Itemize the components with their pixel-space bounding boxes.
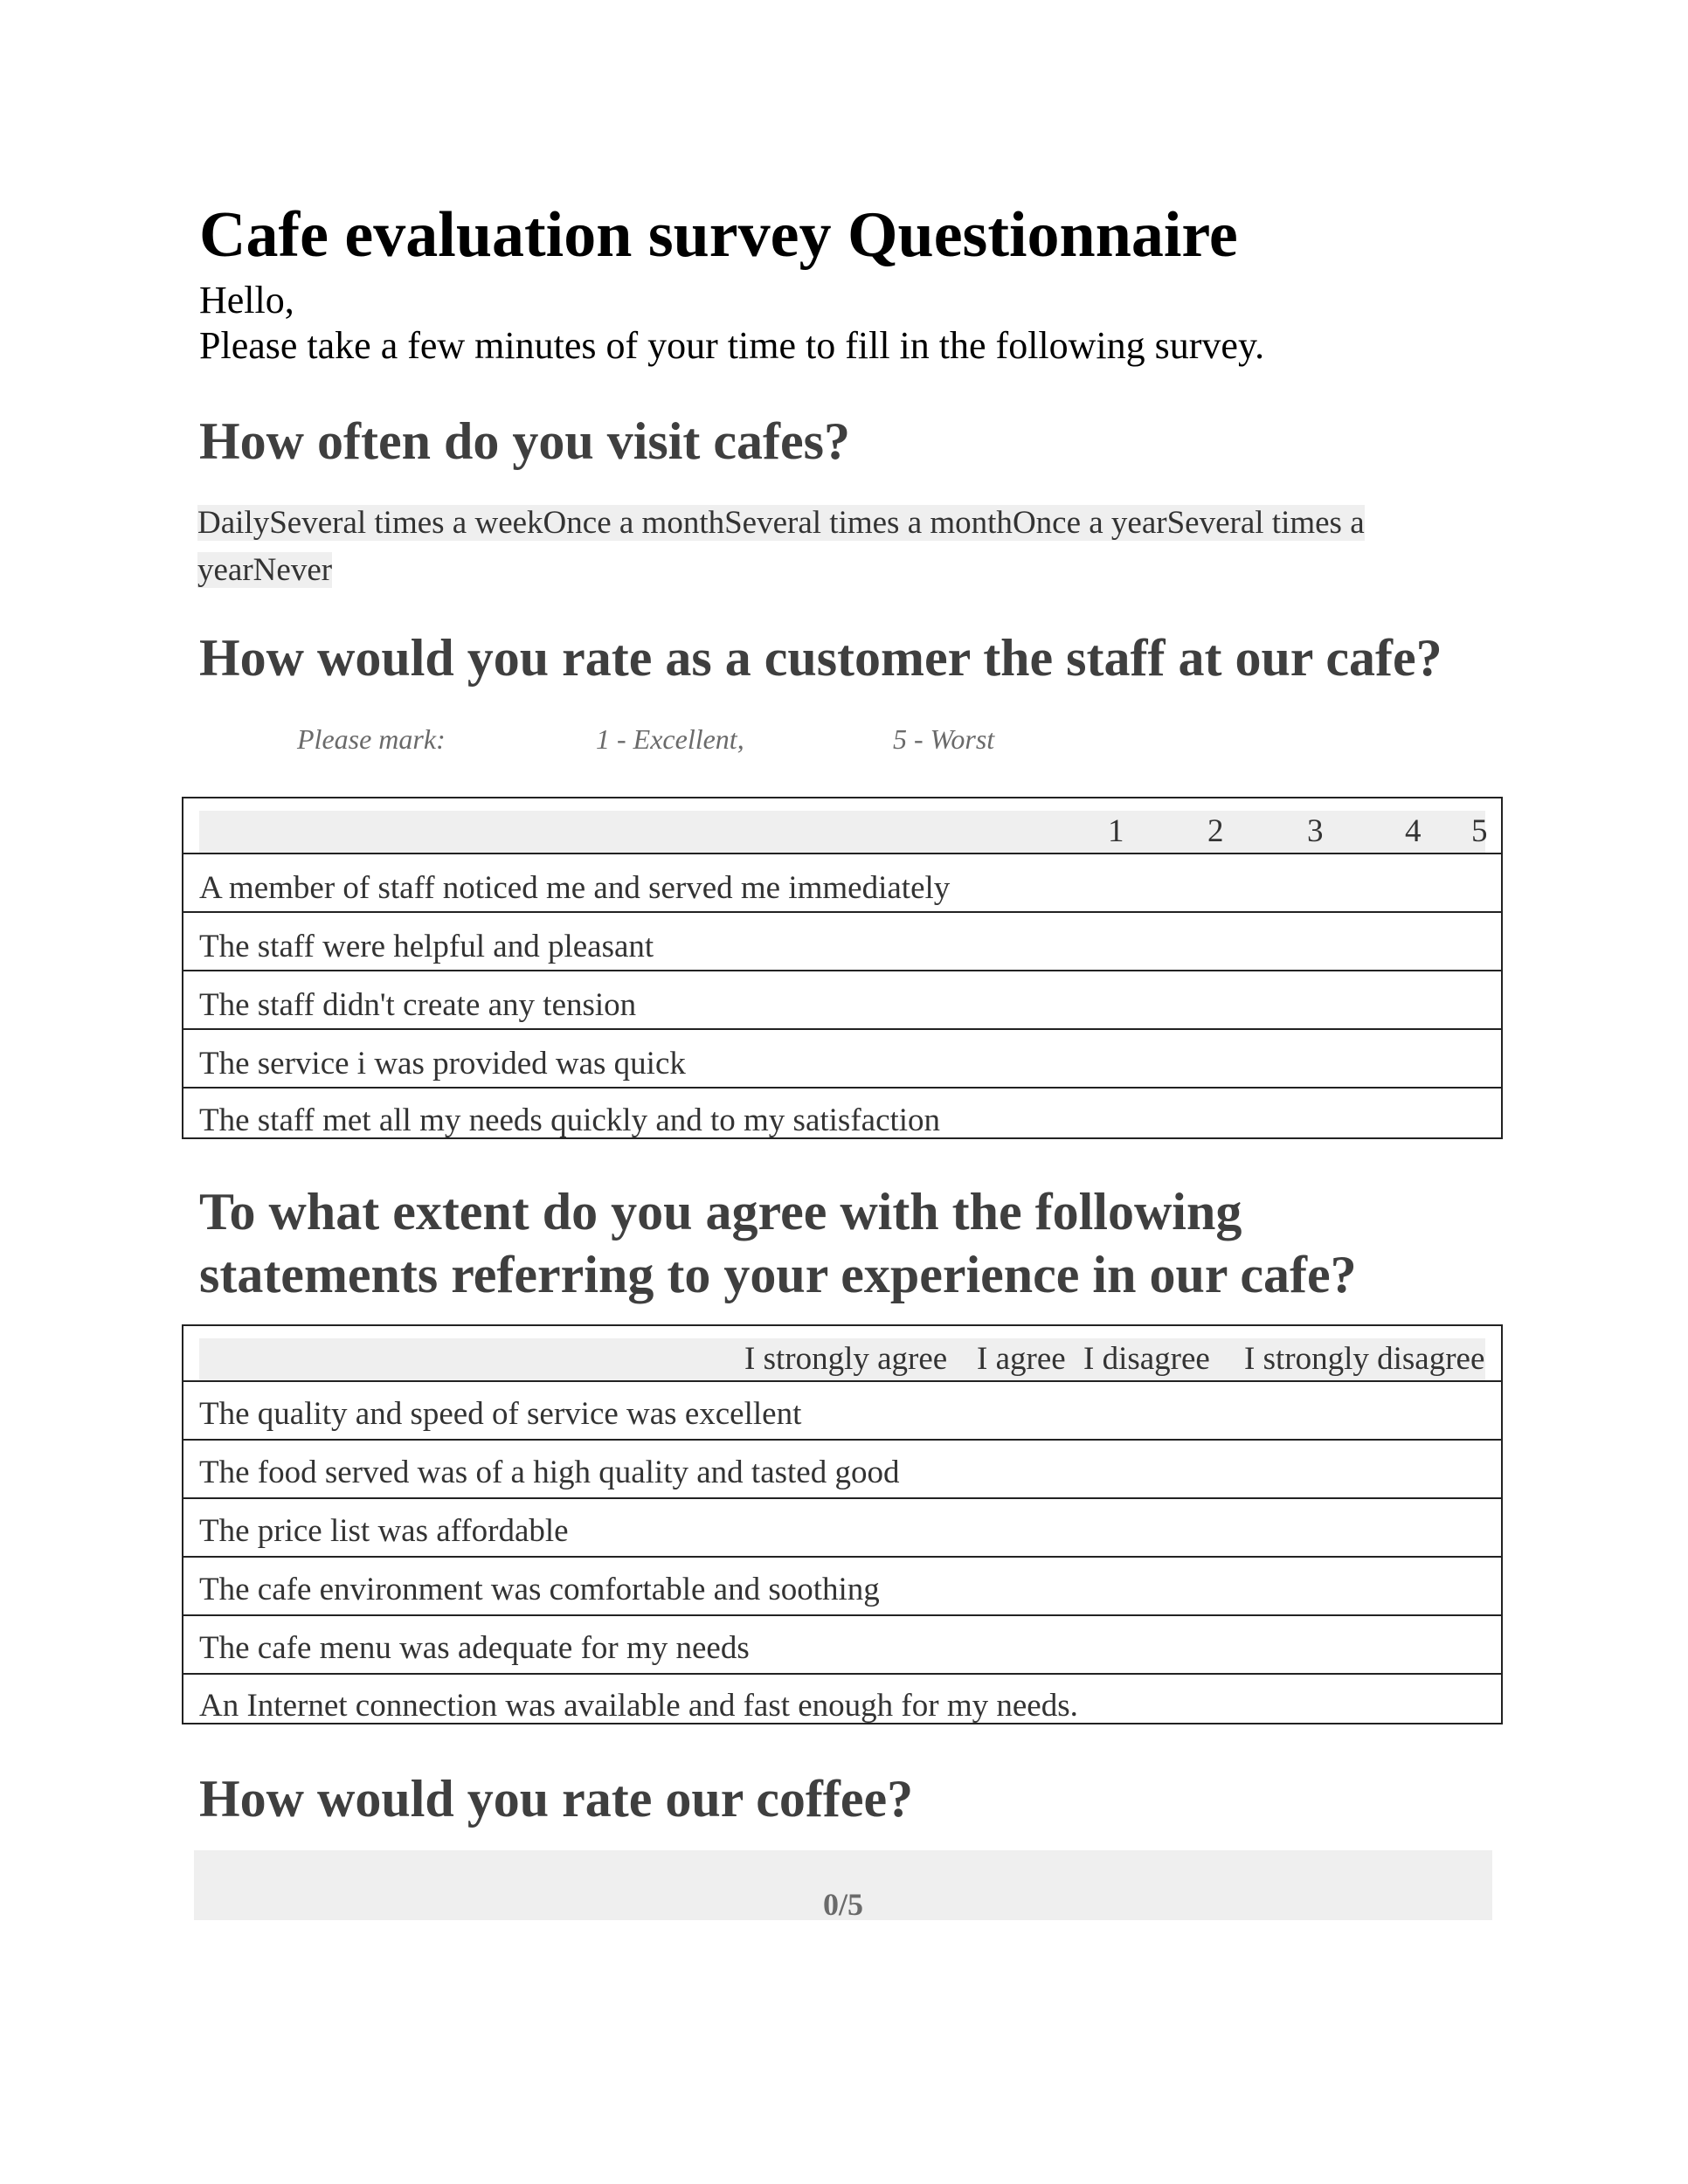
frequency-option[interactable]: Once a month — [543, 505, 725, 541]
row-divider — [183, 911, 1501, 913]
table-row-label[interactable]: The cafe environment was comfortable and soothing — [199, 1572, 880, 1607]
column-label: I agree — [977, 1341, 1066, 1377]
row-divider — [183, 1614, 1501, 1616]
table-row-label[interactable]: The staff didn't create any tension — [199, 987, 637, 1023]
table-row-label[interactable]: The staff met all my needs quickly and to my satisfaction — [199, 1102, 941, 1138]
page-title: Cafe evaluation survey Questionnaire — [199, 199, 1238, 271]
question-staff-rating: How would you rate as a customer the staff at our cafe? — [199, 629, 1442, 687]
row-divider — [183, 1087, 1501, 1089]
row-divider — [183, 970, 1501, 971]
legend-best-label: 1 - Excellent, — [596, 723, 744, 755]
column-label: I disagree — [1083, 1341, 1210, 1377]
table-row-label[interactable]: The cafe menu was adequate for my needs — [199, 1630, 750, 1666]
column-label: 1 — [1108, 813, 1124, 849]
legend-worst-label: 5 - Worst — [893, 723, 995, 755]
table-row-label[interactable]: A member of staff noticed me and served me immediately — [199, 870, 951, 906]
column-label: 3 — [1307, 813, 1324, 849]
column-label: 4 — [1405, 813, 1422, 849]
grid-header — [199, 811, 1488, 853]
column-label: I strongly agree — [744, 1341, 948, 1377]
table-row-label[interactable]: The quality and speed of service was excellent — [199, 1396, 802, 1432]
frequency-option[interactable]: Several times a year — [197, 505, 1365, 588]
column-label: 5 — [1471, 813, 1488, 849]
row-divider — [183, 1380, 1501, 1382]
rating-value: 0/5 — [822, 1887, 863, 1922]
coffee-rating-widget[interactable] — [194, 1850, 1492, 1920]
column-label: I strongly disagree — [1244, 1341, 1485, 1377]
question-visit-frequency: How often do you visit cafes? — [199, 412, 850, 470]
row-divider — [183, 1497, 1501, 1499]
row-divider — [183, 1028, 1501, 1030]
question-agreement-heading-line2: statements referring to your experience in our cafe? — [199, 1246, 1357, 1303]
frequency-options — [197, 500, 1403, 594]
legend-mark-label: Please mark: — [297, 723, 446, 755]
instruction-text: Please take a few minutes of your time to fill in the following survey. — [199, 324, 1265, 367]
row-divider — [183, 1439, 1501, 1441]
grid-header — [199, 1338, 1485, 1380]
greeting-text: Hello, — [199, 279, 294, 321]
row-divider — [183, 1673, 1501, 1675]
row-divider — [183, 1556, 1501, 1558]
table-row-label[interactable]: The service i was provided was quick — [199, 1046, 686, 1082]
frequency-option[interactable]: Several times a week — [269, 505, 543, 541]
frequency-option[interactable]: Once a year — [1012, 505, 1167, 541]
table-row-label[interactable]: An Internet connection was available and fast enough for my needs. — [199, 1688, 1078, 1724]
column-label: 2 — [1207, 813, 1224, 849]
frequency-option[interactable]: Several times a month — [724, 505, 1013, 541]
question-coffee-rating: How would you rate our coffee? — [199, 1770, 914, 1828]
staff-rating-grid — [182, 797, 1503, 1139]
question-agreement-heading-line1: To what extent do you agree with the following — [199, 1183, 1242, 1241]
frequency-option[interactable]: Never — [253, 552, 333, 588]
agreement-grid — [182, 1324, 1503, 1724]
table-row-label[interactable]: The food served was of a high quality and tasted good — [199, 1455, 900, 1490]
table-row-label[interactable]: The staff were helpful and pleasant — [199, 929, 654, 964]
frequency-option[interactable]: Daily — [197, 505, 270, 541]
row-divider — [183, 853, 1501, 854]
table-row-label[interactable]: The price list was affordable — [199, 1513, 569, 1549]
